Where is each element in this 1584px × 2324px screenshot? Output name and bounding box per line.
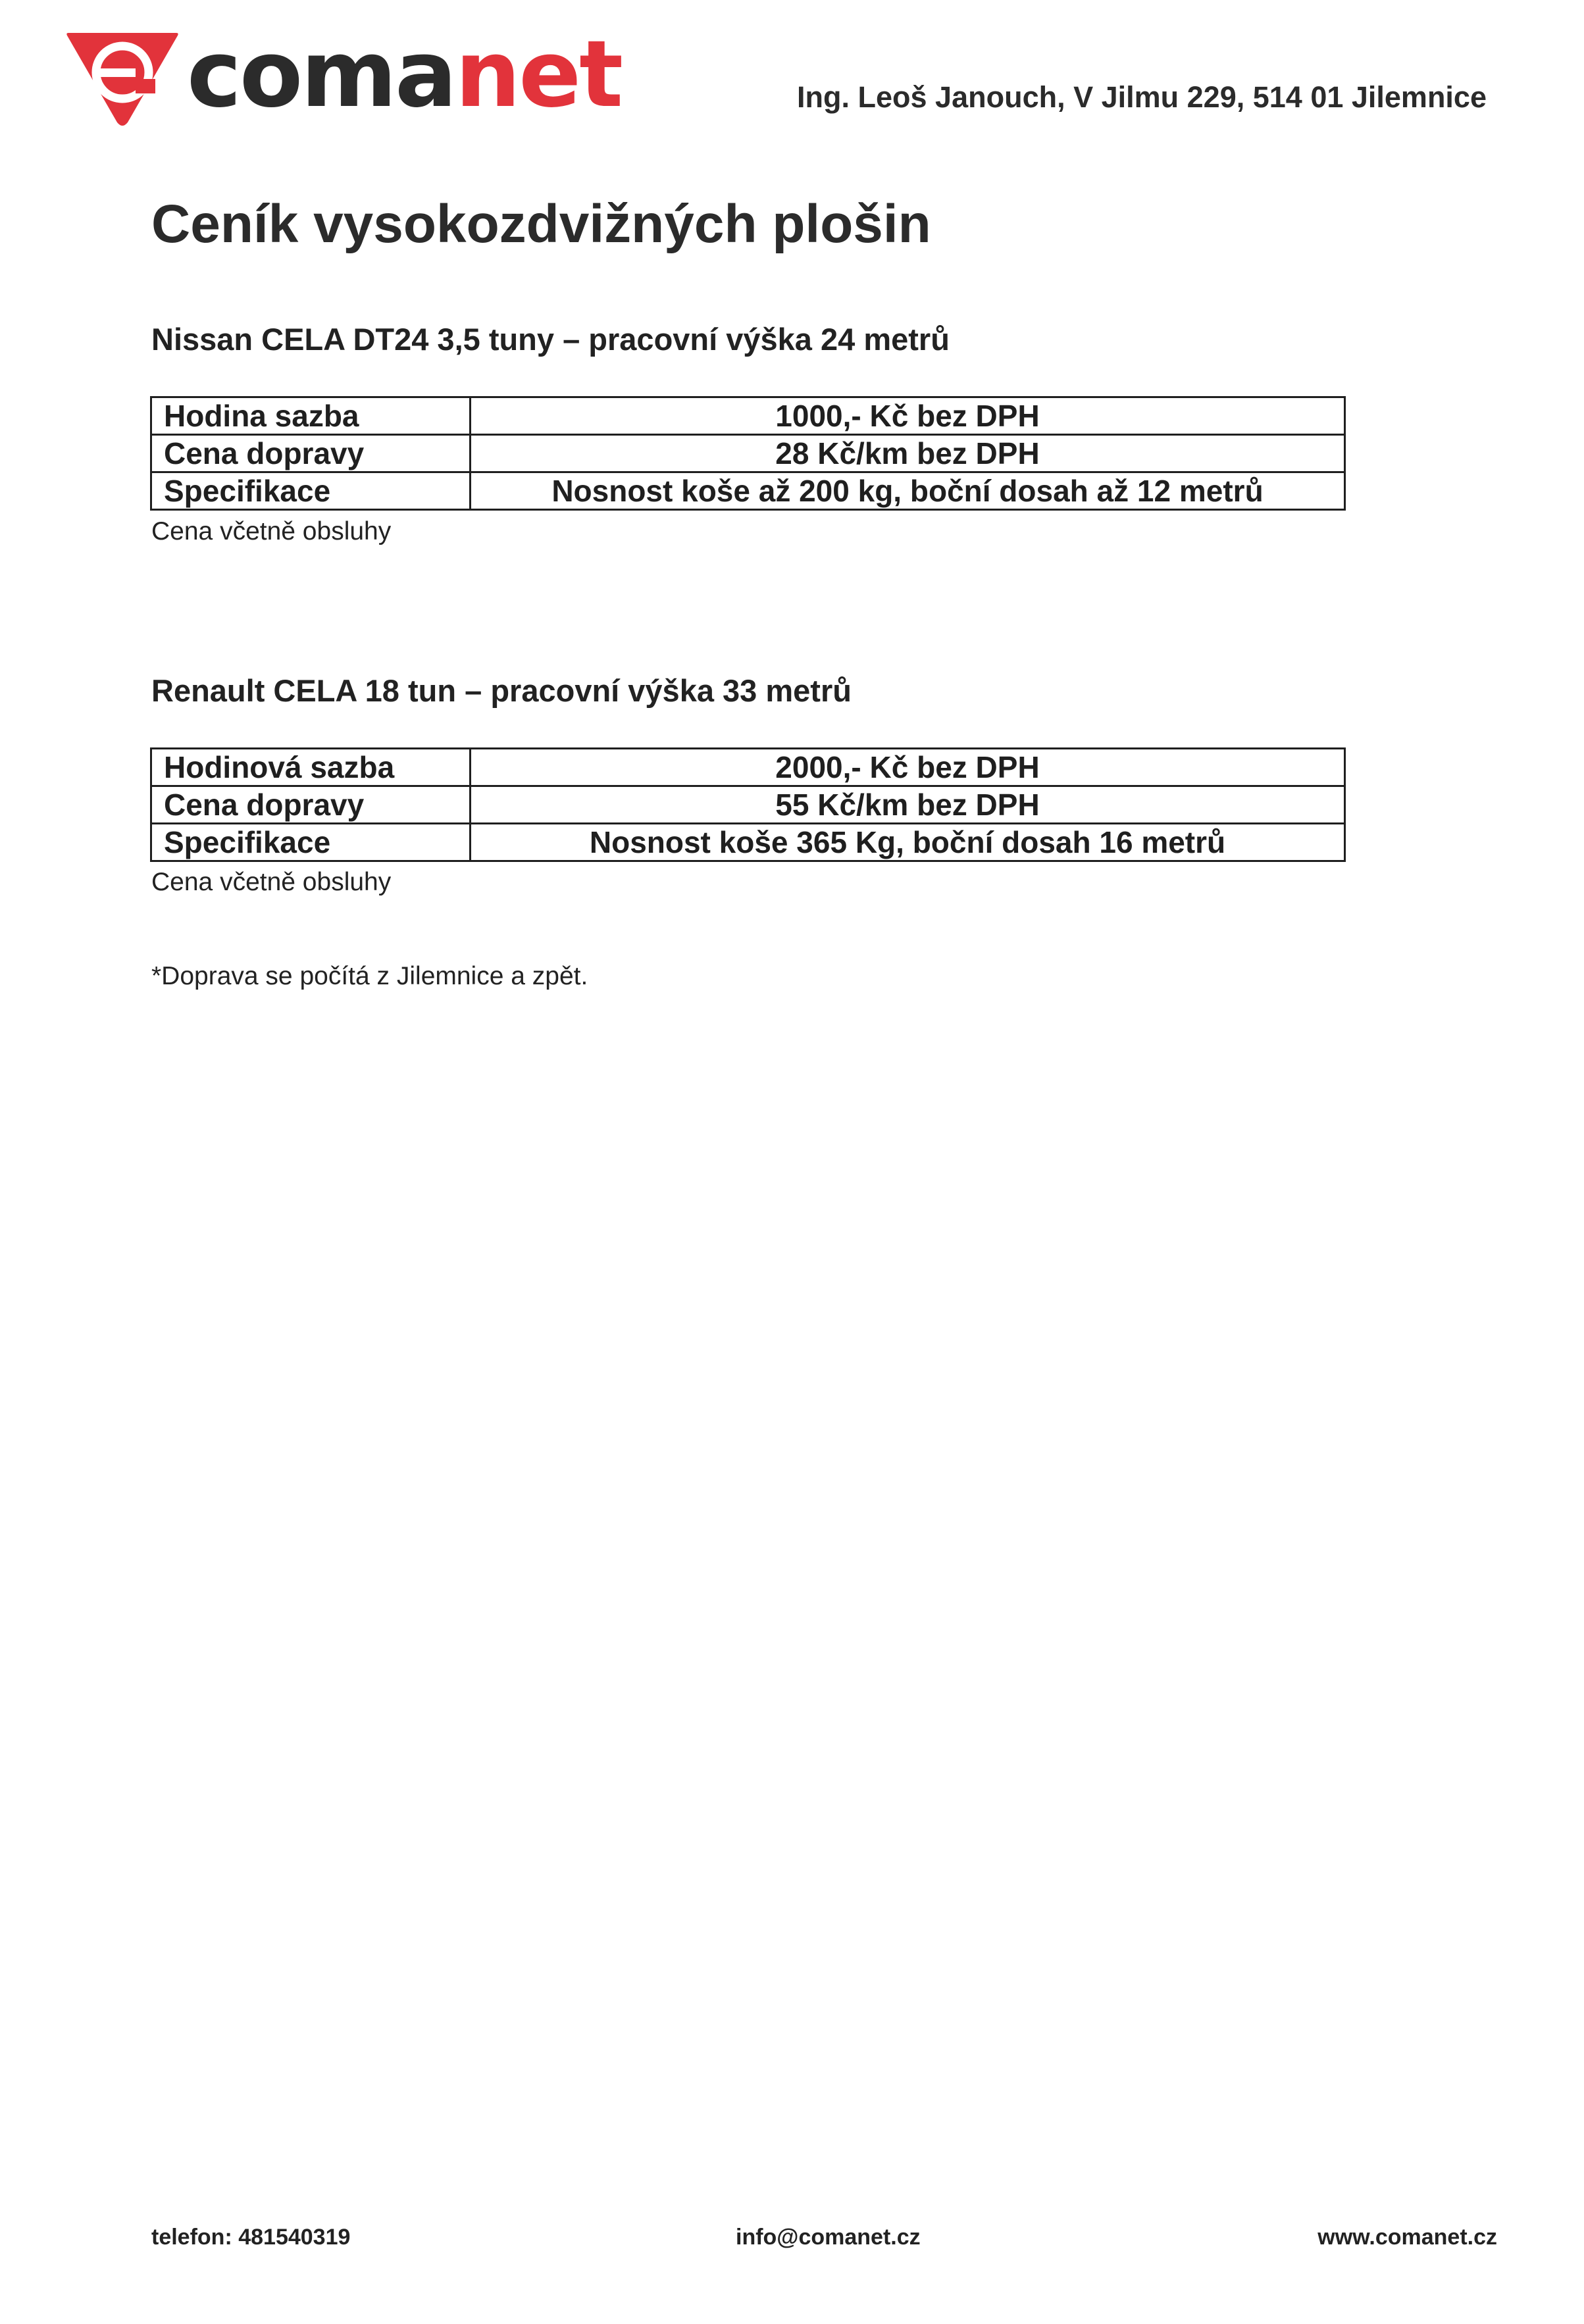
price-table-renault: [150, 747, 1346, 862]
row-value: 28 Kč/km bez DPH: [471, 435, 1345, 472]
table-row: [151, 435, 1345, 472]
red-triangle-e-logo-icon: [64, 29, 180, 128]
row-label: Cena dopravy: [151, 786, 471, 824]
row-label: Specifikace: [151, 472, 471, 510]
row-value: Nosnost koše až 200 kg, boční dosah až 12 metrů: [471, 472, 1345, 510]
table-row: [151, 397, 1345, 435]
footer-phone: telefon: 481540319: [151, 2225, 351, 2250]
header-address: Ing. Leoš Janouch, V Jilmu 229, 514 01 Jilemnice: [797, 80, 1487, 114]
row-value: Nosnost koše 365 Kg, boční dosah 16 metrů: [471, 824, 1345, 861]
page-title: Ceník vysokozdvižných plošin: [151, 194, 931, 254]
row-value: 2000,- Kč bez DPH: [471, 749, 1345, 786]
row-label: Cena dopravy: [151, 435, 471, 472]
section-note-renault: Cena včetně obsluhy: [151, 868, 392, 896]
section-heading-renault: Renault CELA 18 tun – pracovní výška 33 metrů: [151, 673, 852, 708]
row-value: 55 Kč/km bez DPH: [471, 786, 1345, 824]
table-row: [151, 749, 1345, 786]
company-logo: [64, 21, 622, 128]
row-label: Specifikace: [151, 824, 471, 861]
section-heading-nissan: Nissan CELA DT24 3,5 tuny – pracovní výška 24 metrů: [151, 322, 950, 357]
row-value: 1000,- Kč bez DPH: [471, 397, 1345, 435]
footer-email[interactable]: info@comanet.cz: [736, 2225, 921, 2250]
table-row: [151, 824, 1345, 861]
brand-wordmark-dark: coma: [187, 21, 455, 128]
transport-footnote: *Doprava se počítá z Jilemnice a zpět.: [151, 962, 588, 990]
brand-wordmark: [187, 21, 622, 128]
footer-website[interactable]: www.comanet.cz: [1317, 2225, 1497, 2250]
table-row: [151, 786, 1345, 824]
row-label: Hodinová sazba: [151, 749, 471, 786]
row-label: Hodina sazba: [151, 397, 471, 435]
brand-wordmark-red: net: [455, 21, 622, 128]
price-table-nissan: [150, 396, 1346, 511]
table-row: [151, 472, 1345, 510]
section-note-nissan: Cena včetně obsluhy: [151, 517, 392, 545]
